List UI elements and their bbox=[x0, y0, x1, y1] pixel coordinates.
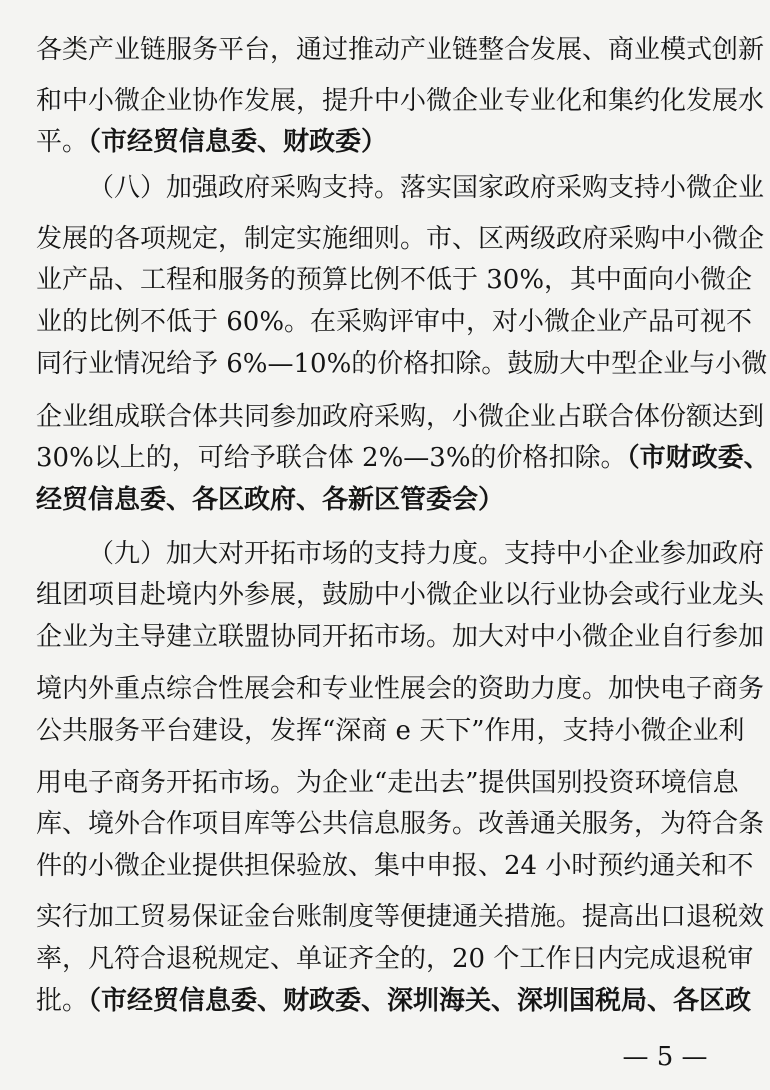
text-line: 公共服务平台建设，发挥“深商 e 天下”作用，支持小微企业利 bbox=[36, 716, 745, 746]
text-line: （八）加强政府采购支持。落实国家政府采购支持小微企业 bbox=[88, 173, 765, 203]
text-line: 各类产业链服务平台，通过推动产业链整合发展、商业模式创新 bbox=[36, 35, 765, 65]
text-line: 组团项目赴境内外参展，鼓励中小微企业以行业协会或行业龙头 bbox=[36, 580, 765, 610]
text-line: 件的小微企业提供担保验放、集中申报、24 小时预约通关和不 bbox=[36, 851, 754, 881]
text-line: 用电子商务开拓市场。为企业“走出去”提供国别投资环境信息 bbox=[36, 768, 739, 798]
text-line: 平。（市经贸信息委、财政委） bbox=[36, 127, 388, 157]
responsible-departments: （市财政委、 bbox=[626, 443, 770, 473]
text-line: 30%以上的，可给予联合体 2%—3%的价格扣除。（市财政委、 bbox=[36, 443, 770, 473]
text-line: 企业组成联合体共同参加政府采购，小微企业占联合体份额达到 bbox=[36, 402, 765, 432]
text-line: 和中小微企业协作发展，提升中小微企业专业化和集约化发展水 bbox=[36, 86, 765, 116]
text-line: （九）加大对开拓市场的支持力度。支持中小企业参加政府 bbox=[88, 539, 765, 569]
text-line: 同行业情况给予 6%—10%的价格扣除。鼓励大中型企业与小微 bbox=[36, 349, 768, 379]
text-line: 境内外重点综合性展会和专业性展会的资助力度。加快电子商务 bbox=[36, 674, 765, 704]
text-line: 业产品、工程和服务的预算比例不低于 30%，其中面向小微企 bbox=[36, 265, 753, 295]
text-line: 业的比例不低于 60%。在采购评审中，对小微企业产品可视不 bbox=[36, 307, 753, 337]
text-line: 率，凡符合退税规定、单证齐全的，20 个工作日内完成退税审 bbox=[36, 944, 754, 974]
responsible-departments: （市经贸信息委、财政委、深圳海关、深圳国税局、各区政 bbox=[88, 986, 752, 1016]
text-line: 企业为主导建立联盟协同开拓市场。加大对中小微企业自行参加 bbox=[36, 622, 765, 652]
responsible-departments: 经贸信息委、各区政府、各新区管委会） bbox=[36, 485, 505, 515]
page-number: — 5 — bbox=[622, 1042, 708, 1072]
text-line: 实行加工贸易保证金台账制度等便捷通关措施。提高出口退税效 bbox=[36, 902, 765, 932]
text-line: 库、境外合作项目库等公共信息服务。改善通关服务，为符合条 bbox=[36, 809, 765, 839]
text-line: 发展的各项规定，制定实施细则。市、区两级政府采购中小微企 bbox=[36, 224, 765, 254]
text-line: 批。（市经贸信息委、财政委、深圳海关、深圳国税局、各区政 bbox=[36, 986, 752, 1016]
responsible-departments: （市经贸信息委、财政委） bbox=[88, 127, 388, 157]
